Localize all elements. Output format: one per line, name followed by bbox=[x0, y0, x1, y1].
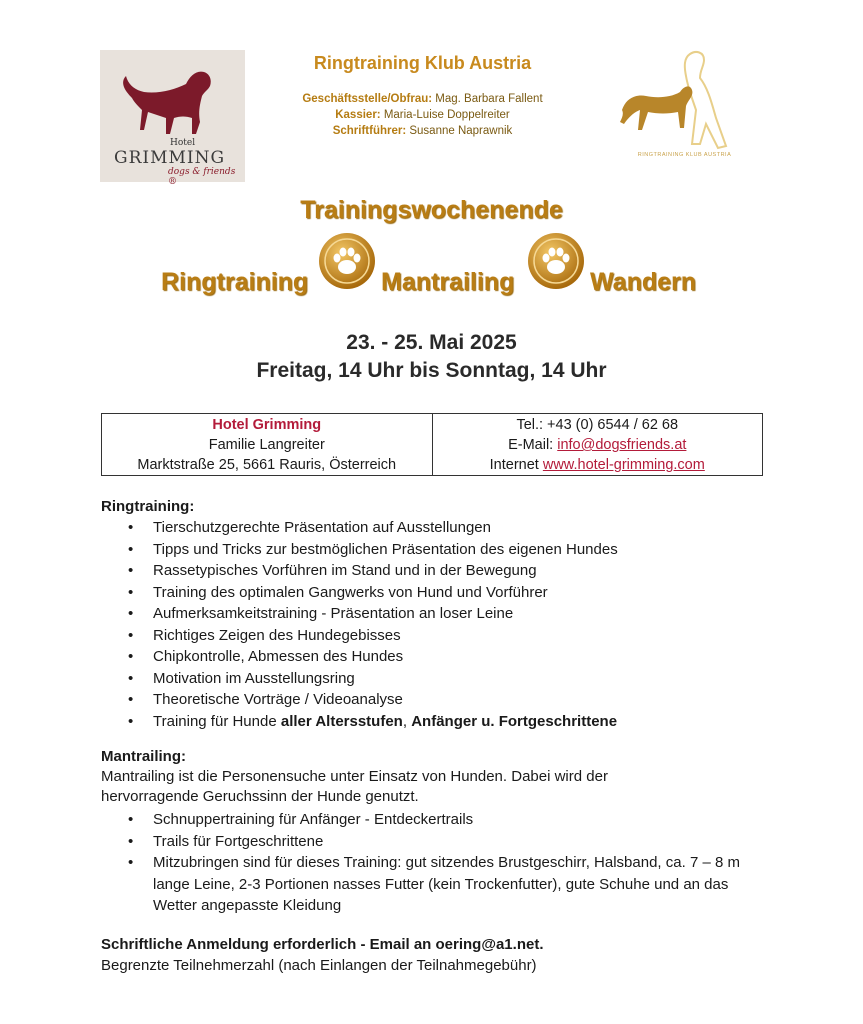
ringtraining-club-logo bbox=[612, 48, 752, 173]
list-item: • Rassetypisches Vorführen im Stand und in der Bewegung bbox=[101, 560, 618, 582]
club-line-value: Mag. Barbara Fallent bbox=[432, 93, 543, 105]
mantrailing-intro: Mantrailing ist die Personensuche unter Einsatz von Hunden. Dabei wird der hervorragende Geruchssinn der Hunde genutzt. bbox=[101, 768, 608, 805]
club-logo-text: RINGTRAINING KLUB AUSTRIA bbox=[637, 152, 732, 158]
email-link[interactable]: info@dogsfriends.at bbox=[557, 437, 687, 453]
club-line-value: Susanne Naprawnik bbox=[406, 125, 513, 137]
contact-details-cell bbox=[433, 414, 763, 475]
paw-icon bbox=[318, 232, 376, 290]
club-line-office bbox=[260, 93, 585, 105]
logo-hotel-text: Hotel bbox=[170, 138, 196, 148]
event-dates: 23. - 25. Mai 2025 bbox=[346, 331, 517, 354]
dog-silhouette-icon bbox=[114, 60, 232, 140]
list-item: • Trails für Fortgeschrittene bbox=[101, 831, 761, 853]
last-item-bold2: Anfänger u. Fortgeschrittene bbox=[411, 712, 618, 730]
contact-web-row bbox=[433, 455, 763, 475]
club-line-treasurer bbox=[260, 109, 585, 121]
hotel-grimming-logo bbox=[100, 50, 245, 187]
activity-ringtraining: Ringtraining bbox=[161, 268, 309, 296]
activity-wandern: Wandern bbox=[590, 268, 697, 296]
list-item: • Richtiges Zeigen des Hundegebisses bbox=[101, 625, 618, 647]
contact-address-cell bbox=[102, 414, 433, 475]
contact-table bbox=[101, 413, 763, 476]
club-line-secretary bbox=[260, 125, 585, 137]
contact-email-row bbox=[433, 435, 763, 455]
list-item bbox=[101, 711, 618, 733]
club-line-label: Geschäftsstelle/Obfrau: bbox=[302, 93, 433, 105]
last-item-bold1: aller Altersstufen bbox=[280, 712, 403, 730]
event-times: Freitag, 14 Uhr bis Sonntag, 14 Uhr bbox=[256, 359, 607, 382]
paw-icon bbox=[527, 232, 585, 290]
event-title: Trainingswochenende bbox=[300, 196, 563, 224]
hotel-name: Hotel Grimming bbox=[212, 417, 322, 433]
hotel-address: Marktstraße 25, 5661 Rauris, Österreich bbox=[137, 457, 397, 473]
activity-mantrailing: Mantrailing bbox=[381, 268, 515, 296]
club-line-value: Maria-Luise Doppelreiter bbox=[380, 109, 510, 121]
registration-note: Schriftliche Anmeldung erforderlich - Email an oering@a1.net. bbox=[101, 936, 544, 953]
participant-limit-note: Begrenzte Teilnehmerzahl (nach Einlangen der Teilnahmegebühr) bbox=[101, 957, 537, 974]
contact-tel: Tel.: +43 (0) 6544 / 62 68 bbox=[516, 417, 679, 433]
list-item: • Theoretische Vorträge / Videoanalyse bbox=[101, 689, 618, 711]
mantrailing-list bbox=[101, 809, 761, 917]
list-item: • Training des optimalen Gangwerks von Hund und Vorführer bbox=[101, 582, 618, 604]
hotel-family: Familie Langreiter bbox=[208, 437, 325, 453]
logo-tagline-text: dogs & friends ® bbox=[168, 167, 236, 187]
club-line-label: Kassier: bbox=[335, 109, 381, 121]
last-item-prefix: Training für Hunde bbox=[153, 712, 281, 730]
club-line-label: Schriftführer: bbox=[332, 125, 407, 137]
email-label: E-Mail: bbox=[508, 437, 558, 453]
list-item: • Chipkontrolle, Abmessen des Hundes bbox=[101, 646, 618, 668]
list-item: • Aufmerksamkeitstraining - Präsentation an loser Leine bbox=[101, 603, 618, 625]
club-title: Ringtraining Klub Austria bbox=[313, 53, 532, 73]
ringtraining-list bbox=[101, 517, 618, 732]
list-item: • Tierschutzgerechte Präsentation auf Ausstellungen bbox=[101, 517, 618, 539]
last-item-mid: , bbox=[402, 712, 412, 730]
list-item: • Mitzubringen sind für dieses Training: gut sitzendes Brustgeschirr, Halsband, ca. 7 – 8 m lange Leine, 2-3 Portionen nasses Futter (kein Trockenfutter), gute Schuhe und an das Wetter angepasste Kleidung bbox=[101, 852, 753, 917]
ringtraining-heading: Ringtraining: bbox=[101, 498, 195, 515]
list-item: • Motivation im Ausstellungsring bbox=[101, 668, 618, 690]
list-item: • Tipps und Tricks zur bestmöglichen Präsentation des eigenen Hundes bbox=[101, 539, 618, 561]
mantrailing-heading: Mantrailing: bbox=[101, 748, 186, 765]
list-item: • Schnuppertraining für Anfänger - Entdeckertrails bbox=[101, 809, 761, 831]
dog-handler-icon bbox=[612, 48, 752, 158]
web-label: Internet bbox=[489, 457, 543, 473]
web-link[interactable]: www.hotel-grimming.com bbox=[542, 457, 705, 473]
logo-name-text: GRIMMING bbox=[114, 148, 226, 168]
